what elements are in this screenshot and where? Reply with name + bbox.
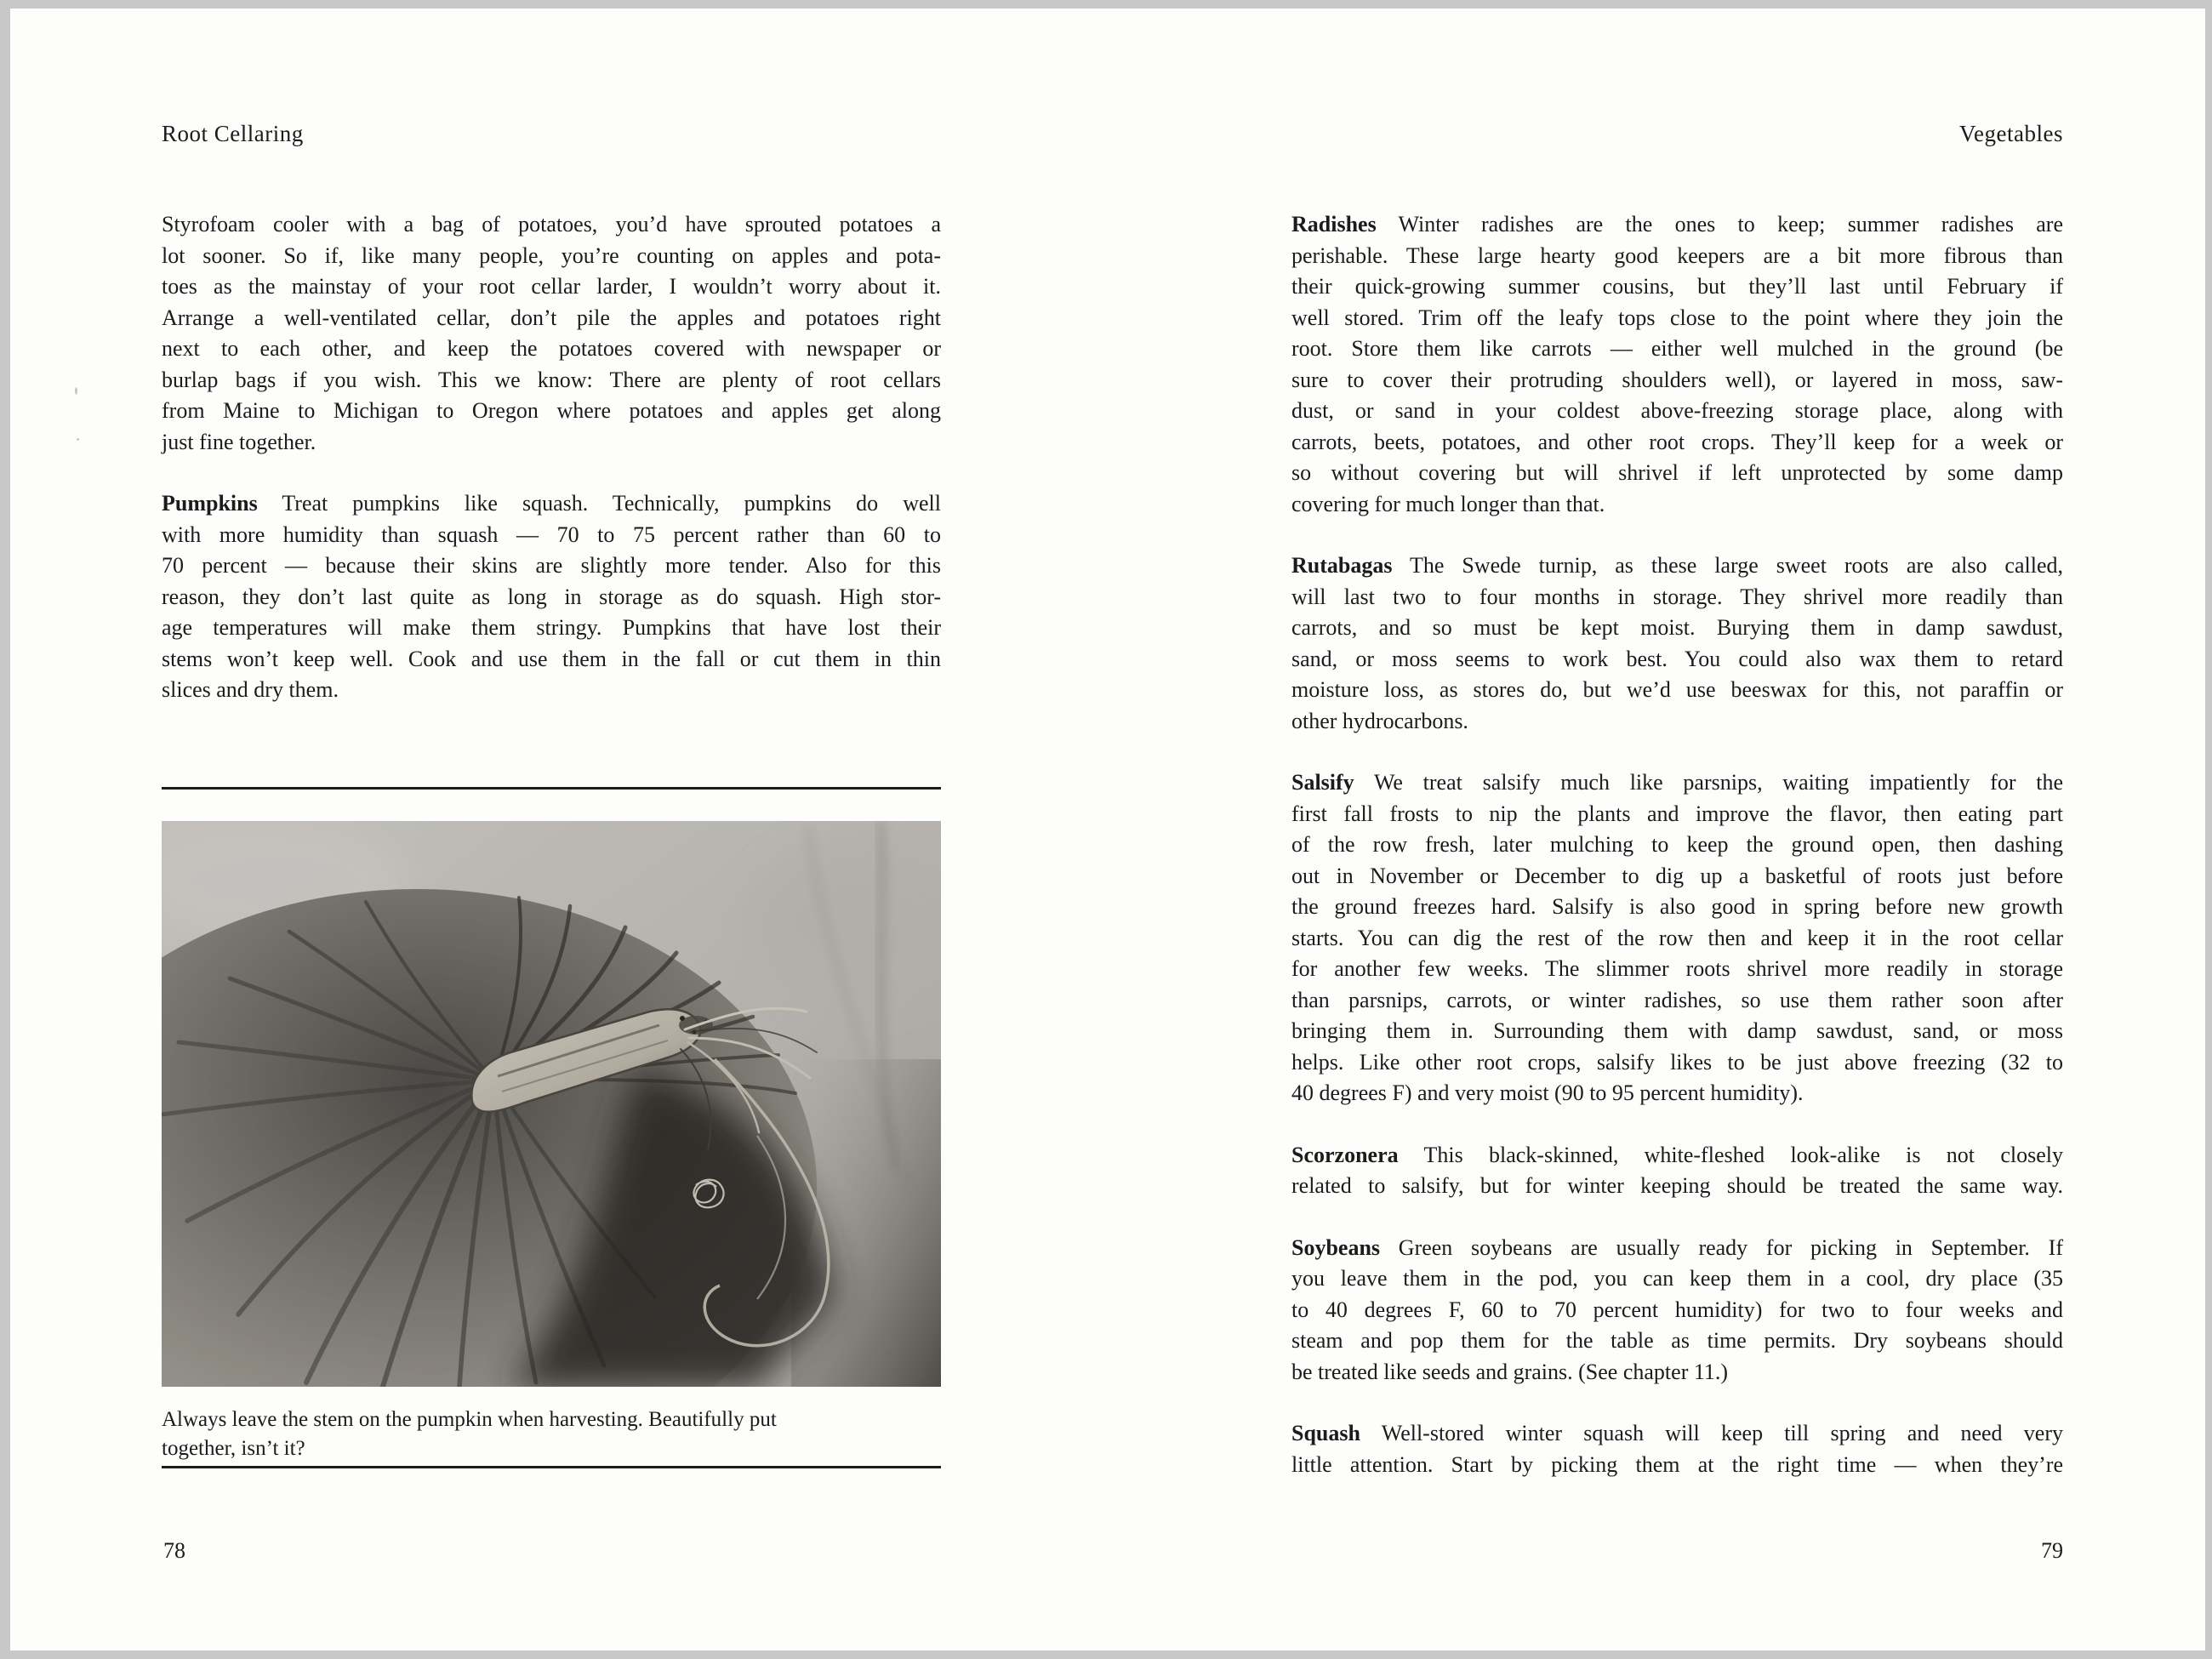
text-line: for another few weeks. The slimmer roots shrivel more readily in storage xyxy=(1291,956,2063,981)
text-line: next to each other, and keep the potatoes covered with newspaper or xyxy=(162,336,941,361)
running-head-left: Root Cellaring xyxy=(162,121,304,146)
text-line: starts. You can dig the rest of the row then and keep it in the root cellar xyxy=(1291,925,2063,950)
text-line: moisture loss, as stores do, but we’d use beeswax for this, not paraffin or xyxy=(1291,677,2063,702)
text-line: Radishes Winter radishes are the ones to keep; summer radishes are xyxy=(1291,212,2063,237)
text-line: helps. Like other root crops, salsify likes to be just above freezing (32 to xyxy=(1291,1049,2063,1075)
text-line: Rutabagas The Swede turnip, as these large sweet roots are also called, xyxy=(1291,553,2063,578)
section-heading: Soybeans xyxy=(1291,1234,1381,1260)
text-line: stems won’t keep well. Cook and use them in the fall or cut them in thin xyxy=(162,646,941,671)
paragraph xyxy=(1291,1418,2063,1480)
text-line: you leave them in the pod, you can keep them in a cool, dry place (35 xyxy=(1291,1266,2063,1291)
text-line: related to salsify, but for winter keeping should be treated the same way. xyxy=(1291,1173,2063,1198)
text-line: root. Store them like carrots — either well mulched in the ground (be xyxy=(1291,336,2063,361)
text-line: with more humidity than squash — 70 to 75 percent rather than 60 to xyxy=(162,522,941,547)
text-line: lot sooner. So if, like many people, you’re counting on apples and pota- xyxy=(162,242,941,268)
paragraph xyxy=(1291,767,2063,1109)
text-line: Soybeans Green soybeans are usually ready for picking in September. If xyxy=(1291,1234,2063,1260)
text-line: Squash Well-stored winter squash will keep till spring and need very xyxy=(1291,1421,2063,1445)
text-line: toes as the mainstay of your root cellar larder, I wouldn’t worry about it. xyxy=(162,274,941,299)
text-line: dust, or sand in your coldest above-freezing storage place, along with xyxy=(1291,398,2063,423)
text-line: burlap bags if you wish. This we know: There are plenty of root cellars xyxy=(162,367,941,392)
running-head-right: Vegetables xyxy=(1959,121,2063,146)
text-line: perishable. These large hearty good keepers are a bit more fibrous than xyxy=(1291,242,2063,268)
paragraph xyxy=(1291,1233,2063,1388)
caption-bottom-rule xyxy=(162,1466,941,1468)
scan-artifact xyxy=(77,438,79,441)
text-line: to 40 degrees F, 60 to 70 percent humidity) for two to four weeks and xyxy=(1291,1297,2063,1322)
paragraph xyxy=(162,1405,941,1463)
pumpkin-photo xyxy=(162,821,941,1387)
text-line: Pumpkins Treat pumpkins like squash. Technically, pumpkins do well xyxy=(162,491,941,516)
text-line: their quick-growing summer cousins, but they’ll last until February if xyxy=(1291,274,2063,299)
left-page xyxy=(162,119,941,1642)
left-page-body xyxy=(162,209,941,706)
text-line: sand, or moss seems to work best. You could also wax them to retard xyxy=(1291,646,2063,671)
text-line: be treated like seeds and grains. (See chapter 11.) xyxy=(1291,1359,1729,1384)
text-line: from Maine to Michigan to Oregon where potatoes and apples get along xyxy=(162,398,941,423)
text-line: bringing them in. Surrounding them with damp sawdust, sand, or moss xyxy=(1291,1018,2063,1043)
text-line: steam and pop them for the table as time permits. Dry soybeans should xyxy=(1291,1328,2063,1353)
text-line: Styrofoam cooler with a bag of potatoes, you’d have sprouted potatoes a xyxy=(162,212,941,237)
text-line: so without covering but will shrivel if left unprotected by some damp xyxy=(1291,460,2063,485)
text-line: age temperatures will make them stringy. Pumpkins that have lost their xyxy=(162,615,941,640)
text-line: well stored. Trim off the leafy tops close to the point where they join the xyxy=(1291,305,2063,330)
scan-artifact xyxy=(75,387,77,395)
text-line: out in November or December to dig up a basketful of roots just before xyxy=(1291,863,2063,888)
text-line: Salsify We treat salsify much like parsnips, waiting impatiently for the xyxy=(1291,770,2063,795)
text-line: carrots, and so must be kept moist. Burying them in damp sawdust, xyxy=(1291,615,2063,640)
text-line: together, isn’t it? xyxy=(162,1436,305,1460)
text-line: 40 degrees F) and very moist (90 to 95 percent humidity). xyxy=(1291,1080,1804,1105)
text-line: Scorzonera This black-skinned, white-fleshed look-alike is not closely xyxy=(1291,1142,2063,1167)
paragraph xyxy=(162,209,941,458)
paragraph xyxy=(1291,209,2063,520)
text-line: will last two to four months in storage. They shrivel more readily than xyxy=(1291,584,2063,609)
text-line: first fall frosts to nip the plants and improve the flavor, then eating part xyxy=(1291,801,2063,826)
text-line: carrots, beets, potatoes, and other root crops. They’ll keep for a week or xyxy=(1291,429,2063,454)
photo-caption xyxy=(162,1405,941,1463)
text-line: 70 percent — because their skins are slightly more tender. Also for this xyxy=(162,553,941,578)
text-line: sure to cover their protruding shoulders well), or layered in moss, saw- xyxy=(1291,367,2063,392)
text-line: other hydrocarbons. xyxy=(1291,708,1468,733)
paragraph xyxy=(1291,550,2063,737)
section-heading: Scorzonera xyxy=(1291,1142,1399,1167)
text-line: the ground freezes hard. Salsify is also good in spring before new growth xyxy=(1291,894,2063,919)
text-line: of the row fresh, later mulching to keep the ground open, then dashing xyxy=(1291,832,2063,857)
text-line: reason, they don’t last quite as long in storage as do squash. High stor- xyxy=(162,584,941,609)
text-line: Arrange a well-ventilated cellar, don’t pile the apples and potatoes right xyxy=(162,305,941,330)
photo-top-rule xyxy=(162,787,941,790)
text-line: covering for much longer than that. xyxy=(1291,491,1605,516)
book-spread xyxy=(10,9,2205,1650)
section-heading: Radishes xyxy=(1291,212,1377,237)
text-line: Always leave the stem on the pumpkin when harvesting. Beautifully put xyxy=(162,1407,777,1431)
section-heading: Salsify xyxy=(1291,770,1354,795)
page-number-left: 78 xyxy=(163,1538,185,1563)
page-number-right: 79 xyxy=(2041,1538,2063,1563)
section-heading: Squash xyxy=(1291,1421,1360,1445)
paragraph xyxy=(162,488,941,706)
section-heading: Rutabagas xyxy=(1291,553,1393,578)
paragraph xyxy=(1291,1140,2063,1202)
right-page xyxy=(1291,119,2063,1642)
right-page-body xyxy=(1291,209,2063,1480)
text-line: little attention. Start by picking them at the right time — when they’re xyxy=(1291,1451,2063,1477)
section-heading: Pumpkins xyxy=(162,491,258,516)
text-line: just fine together. xyxy=(162,429,316,454)
text-line: slices and dry them. xyxy=(162,677,339,702)
text-line: than parsnips, carrots, or winter radishes, so use them rather soon after xyxy=(1291,987,2063,1012)
